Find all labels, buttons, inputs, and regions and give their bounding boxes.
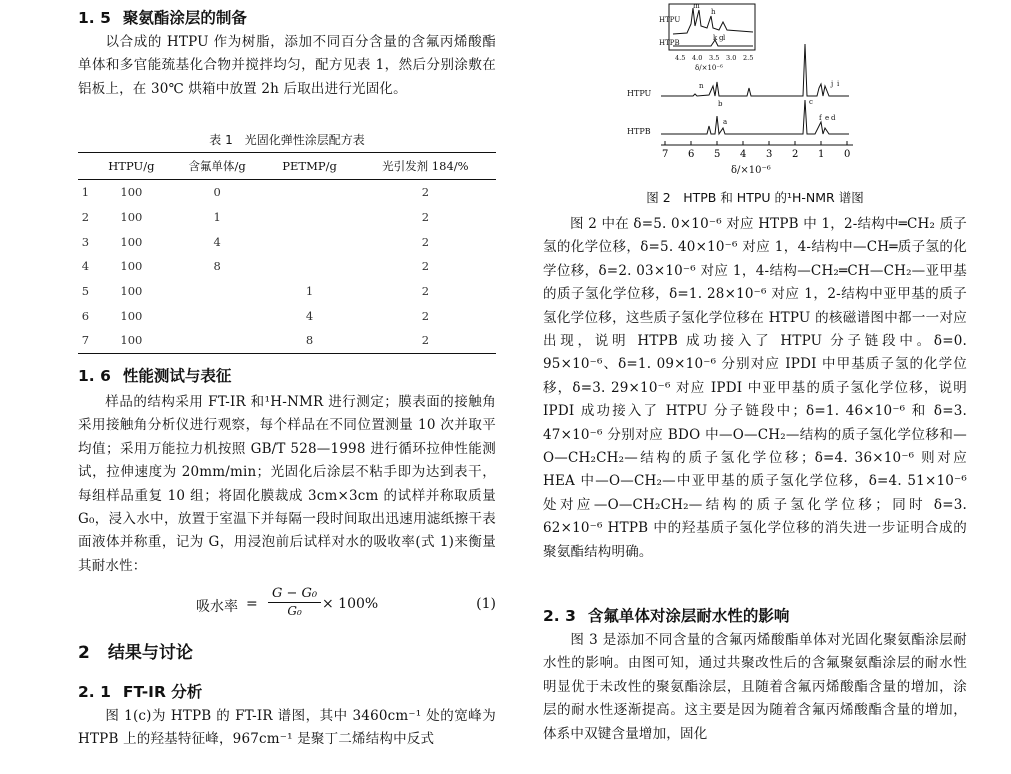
- table-row: [78, 254, 496, 279]
- formulation-table: [78, 152, 496, 354]
- peak-letter: g: [719, 34, 724, 42]
- inset-tick-label: 4.0: [692, 54, 703, 62]
- formula-numerator: G − G₀: [268, 586, 321, 603]
- table-cell: 2: [421, 308, 430, 323]
- table-row: [78, 180, 496, 205]
- inset-label-htpu: HTPU: [659, 16, 681, 24]
- table-cell: 2: [421, 210, 430, 225]
- table-row: [78, 229, 496, 254]
- peak-letter: j: [831, 80, 834, 88]
- table-cell: 100: [120, 308, 143, 323]
- section-heading-2-1: [78, 680, 202, 702]
- table-cell: [264, 205, 354, 230]
- table-cell: [264, 254, 354, 279]
- inset-tick-label: 3.5: [709, 54, 720, 62]
- table-cell: 100: [120, 234, 143, 249]
- x-axis-label: δ/×10⁻⁶: [731, 165, 771, 176]
- table-caption: 表 1 光固化弹性涂层配方表: [209, 133, 365, 147]
- x-tick-label: 7: [662, 149, 669, 160]
- section-heading-2-3: [543, 604, 789, 626]
- htpu-trace: [661, 44, 849, 96]
- peak-letter: m: [693, 2, 700, 10]
- section-heading-1-6: [78, 364, 231, 386]
- inset-tick-label: 3.0: [726, 54, 737, 62]
- inset-tick-label: 4.5: [675, 54, 686, 62]
- section-number: 1. 6: [78, 367, 111, 385]
- table-cell: [264, 180, 354, 205]
- nmr-spectrum-figure: [623, 0, 953, 176]
- table-header-cell: 光引发剂 184/%: [355, 153, 496, 180]
- table-cell: 4: [213, 234, 221, 249]
- table-cell: 1: [81, 185, 90, 200]
- x-tick-label: 1: [818, 149, 825, 160]
- table-cell: 5: [81, 284, 90, 299]
- table-header-cell: PETMP/g: [264, 153, 354, 180]
- paragraph-nmr-analysis: 图 2 中在 δ=5. 0×10⁻⁶ 对应 HTPB 中 1，2-结构中═CH₂ 质子氢的化学位移，δ=5. 40×10⁻⁶ 对应 1，4-结构中—CH═质子氢的化学位移，δ=2. 03×10⁻⁶ 对应 1，4-结构—CH₂═CH—CH₂—亚甲基的质子氢化学位移，δ=1. 28×10⁻⁶ 对应 1，2-结构中亚甲基的质子氢化学位移，这些质子氢化学位移在 HTPU 的核磁谱图中都一一对应出现，说明 HTPB 成功接入了 HTPU 分子链段中。δ=0. 95×10⁻⁶、δ=1. 09×10⁻⁶ 分别对应 IPDI 中甲基质子氢的化学位移，δ=3. 29×10⁻⁶ 对应 IPDI 中亚甲基的质子氢化学位移，说明 IPDI 成功接入了 HTPU 分子链段中；δ=1. 46×10⁻⁶ 和 δ=3. 47×10⁻⁶ 分别对应 BDO 中—O—CH₂—结构的质子氢化学位移和—O—CH₂CH₂—结构的质子氢化学位移；δ=4. 36×10⁻⁶ 则对应 HEA 中—O—CH₂—中亚甲基的质子氢化学位移，δ=4. 51×10⁻⁶ 处对应—O—CH₂CH₂—结构的质子氢化学位移；同时 δ=3. 62×10⁻⁶ HTPB 中的羟基质子氢化学位移的消失进一步证明合成的聚氨酯结构明确。: [543, 216, 967, 560]
- table-cell: 2: [421, 234, 430, 249]
- formula-equals: =: [246, 596, 258, 612]
- table-cell: 100: [120, 259, 143, 274]
- x-tick-label: 4: [740, 149, 747, 160]
- paragraph-water-resistance: 图 3 是添加不同含量的含氟丙烯酸酯单体对光固化聚氨酯涂层耐水性的影响。由图可知，通过共聚改性后的含氟聚氨酯涂层的耐水性明显优于未改性的聚氨酯涂层，且随着含氟丙烯酸酯含量的增加，涂层的耐水性逐渐提高。这主要是因为随着含氟丙烯酸酯含量的增加，体系中双键含量增加，固化: [543, 632, 967, 742]
- formula-times: × 100%: [322, 596, 379, 612]
- inset-axis-label: δ/×10⁻⁶: [695, 64, 723, 72]
- peak-letter: k: [713, 34, 718, 42]
- section-title: 性能测试与表征: [122, 367, 232, 385]
- section-number: 1. 5: [78, 9, 111, 27]
- table-cell: 2: [421, 284, 430, 299]
- table-cell: 2: [421, 259, 430, 274]
- peak-letter: n: [699, 82, 704, 90]
- section-title: FT-IR 分析: [122, 683, 203, 701]
- x-tick-label: 0: [844, 149, 851, 160]
- paragraph-ftir: 图 1(c)为 HTPB 的 FT-IR 谱图，其中 3460cm⁻¹ 处的宽峰为 HTPB 上的羟基特征峰，967cm⁻¹ 是聚丁二烯结构中反式: [78, 708, 496, 748]
- table-cell: 8: [213, 259, 221, 274]
- peak-letter: c: [809, 98, 813, 106]
- inset-tick-label: 2.5: [743, 54, 754, 62]
- figure-caption: 图 2 HTPB 和 HTPU 的¹H-NMR 谱图: [646, 190, 864, 205]
- table-cell: 3: [81, 234, 90, 249]
- table-cell: 4: [81, 259, 90, 274]
- formula-denominator: G₀: [287, 604, 302, 618]
- table-cell: 2: [421, 185, 430, 200]
- x-tick-label: 3: [766, 149, 773, 160]
- x-axis-ticks: [662, 141, 850, 160]
- table-cell: [170, 279, 265, 304]
- table-cell: 8: [264, 328, 354, 353]
- peak-letter: l: [723, 34, 726, 42]
- table-cell: 7: [78, 328, 93, 353]
- table-cell: 100: [93, 328, 170, 353]
- section-title: 聚氨酯涂层的制备: [122, 9, 247, 27]
- formula-label: 吸水率: [196, 599, 238, 615]
- table-cell: 100: [120, 284, 143, 299]
- inset-label-htpb: HTPB: [659, 39, 680, 47]
- x-tick-label: 6: [688, 149, 695, 160]
- x-tick-label: 5: [714, 149, 721, 160]
- table-cell: 1: [305, 284, 314, 299]
- peak-letter: b: [718, 100, 723, 108]
- peak-letter: a: [723, 118, 728, 126]
- table-cell: [170, 328, 265, 353]
- section-title: 含氟单体对涂层耐水性的影响: [587, 607, 790, 625]
- peak-letter: e: [825, 114, 830, 122]
- paragraph-preparation: 以合成的 HTPU 作为树脂，添加不同百分含量的含氟丙烯酸酯单体和多官能巯基化合物并搅拌均匀，配方见表 1，然后分别涂敷在铝板上，在 30℃ 烘箱中放置 2h 后取出进行光固化。: [78, 34, 496, 97]
- section-heading-1-5: [78, 6, 247, 28]
- table-header-cell: [78, 153, 93, 180]
- table-cell: [170, 303, 265, 328]
- peak-letter: f: [819, 114, 822, 122]
- table-cell: 0: [213, 185, 221, 200]
- table-header-cell: HTPU/g: [93, 153, 170, 180]
- table-cell: 100: [120, 185, 143, 200]
- table-cell: 2: [81, 210, 90, 225]
- table-cell: 1: [213, 210, 221, 225]
- section-number: 2: [78, 643, 90, 663]
- table-cell: [264, 229, 354, 254]
- table-row: [78, 303, 496, 328]
- table-cell: 100: [120, 210, 143, 225]
- section-number: 2. 3: [543, 607, 576, 625]
- table-cell: 2: [355, 328, 496, 353]
- trace-label-htpb: HTPB: [627, 127, 651, 136]
- peak-letter: i: [837, 80, 840, 88]
- peak-letter: d: [831, 114, 836, 122]
- paragraph-testing: 样品的结构采用 FT-IR 和¹H-NMR 进行测定；膜表面的接触角采用接触角分析仪进行观察，每个样品在不同位置测量 10 次并取平均值；采用万能拉力机按照 GB/T 528—1998 进行循环拉伸性能测试，拉伸速度为 20mm/min；光固化后涂层不粘手即为达到表干，每组样品重复 10 组；将固化膜裁成 3cm×3cm 的试样并称取质量 G₀，浸入水中，放置于室温下并每隔一段时间取出迅速用滤纸擦干表面液体并称重，记为 G，用浸泡前后试样对水的吸收率(式 1)来衡量其耐水性：: [78, 394, 496, 574]
- table-row: [78, 205, 496, 230]
- equation-number: (1): [476, 596, 496, 612]
- formula-fraction: [268, 586, 321, 618]
- table-header-cell: 含氟单体/g: [170, 153, 265, 180]
- trace-label-htpu: HTPU: [627, 89, 652, 98]
- water-absorption-formula: [78, 586, 496, 626]
- peak-letter: h: [711, 8, 716, 16]
- section-number: 2. 1: [78, 683, 111, 701]
- table-cell: 4: [305, 308, 314, 323]
- table-cell: 6: [81, 308, 90, 323]
- section-heading-2: [78, 638, 193, 663]
- x-tick-label: 2: [792, 149, 799, 160]
- section-title: 结果与讨论: [107, 643, 193, 663]
- inset-axis-ticks: [675, 54, 753, 62]
- table-row: [78, 279, 496, 304]
- table-row: [78, 328, 496, 353]
